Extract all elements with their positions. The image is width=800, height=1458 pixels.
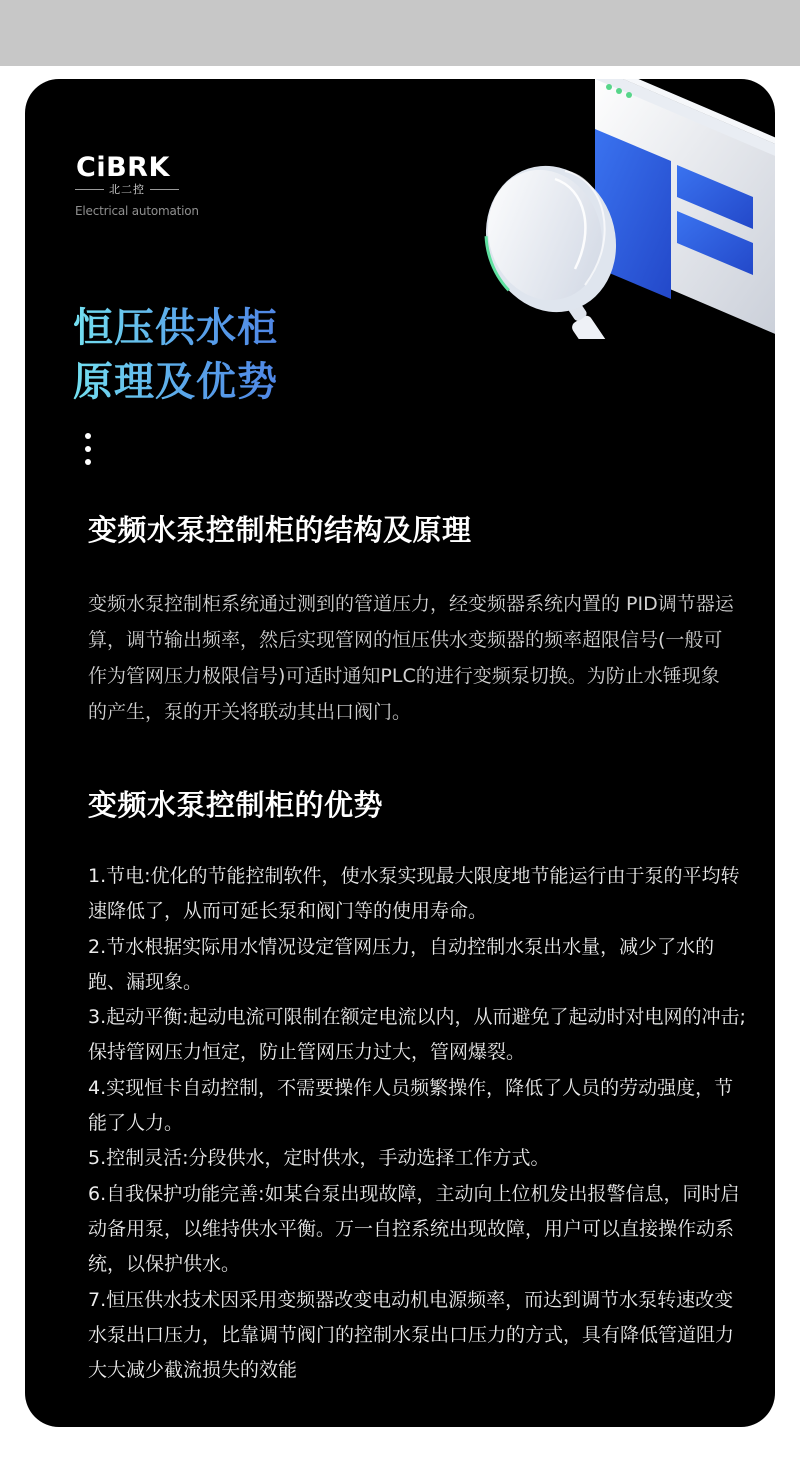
advantage-item: 4.实现恒卡自动控制，不需要操作人员频繁操作，降低了人员的劳动强度，节能了人力。 <box>88 1076 734 1135</box>
advantage-item: 5.控制灵活:分段供水，定时供水，手动选择工作方式。 <box>88 1147 550 1170</box>
brand-divider-left <box>75 189 104 190</box>
brand-cn-name: 北二控 <box>109 183 145 196</box>
section-structure-heading: 变频水泵控制柜的结构及原理 <box>88 513 472 547</box>
advantage-item: 6.自我保护功能完善:如某台泵出现故障，主动向上位机发出报警信息，同时启动备用泵，以维持供水平衡。万一自控系统出现故障，用户可以直接操作动系统，以保护供水。 <box>88 1182 740 1276</box>
brand-name: CiBRK <box>76 152 170 183</box>
browser-window-icon <box>595 79 775 339</box>
hero-title-line-1: 恒压供水柜 <box>73 301 278 355</box>
brand-divider-right <box>150 189 179 190</box>
dot <box>85 433 91 439</box>
brand-tagline: Electrical automation <box>75 204 199 218</box>
advantages-list <box>88 859 748 1388</box>
dot <box>85 446 91 452</box>
magnifier-browser-illustration <box>455 79 775 339</box>
vertical-dots-icon <box>85 433 91 472</box>
section-structure-body: 变频水泵控制柜系统通过测到的管道压力，经变频器系统内置的 PID调节器运算，调节输出频率，然后实现管网的恒压供水变频器的频率超限信号(一般可作为管网压力极限信号)可适时通知PLC的进行变频泵切换。为防止水锤现象的产生，泵的开关将联动其出口阀门。 <box>88 593 734 723</box>
top-band <box>0 0 800 66</box>
advantage-item: 2.节水根据实际用水情况设定管网压力，自动控制水泵出水量，减少了水的跑、漏现象。 <box>88 935 715 993</box>
content-card <box>25 79 775 1427</box>
dot <box>85 459 91 465</box>
brand-cn-row <box>75 183 179 196</box>
hero-title <box>73 301 278 409</box>
section-advantages-heading: 变频水泵控制柜的优势 <box>88 788 384 822</box>
advantage-item: 7.恒压供水技术因采用变频器改变电动机电源频率，而达到调节水泵转速改变水泵出口压力，比靠调节阀门的控制水泵出口压力的方式，具有降低管道阻力大大减少截流损失的效能 <box>88 1288 735 1382</box>
hero-title-line-2: 原理及优势 <box>73 355 278 409</box>
brand-logo <box>75 153 225 218</box>
advantage-item: 1.节电:优化的节能控制软件，使水泵实现最大限度地节能运行由于泵的平均转速降低了，从而可延长泵和阀门等的使用寿命。 <box>88 865 740 923</box>
advantage-item: 3.起动平衡:起动电流可限制在额定电流以内，从而避免了起动时对电网的冲击;保持管网压力恒定，防止管网压力过大，管网爆裂。 <box>88 1006 746 1064</box>
